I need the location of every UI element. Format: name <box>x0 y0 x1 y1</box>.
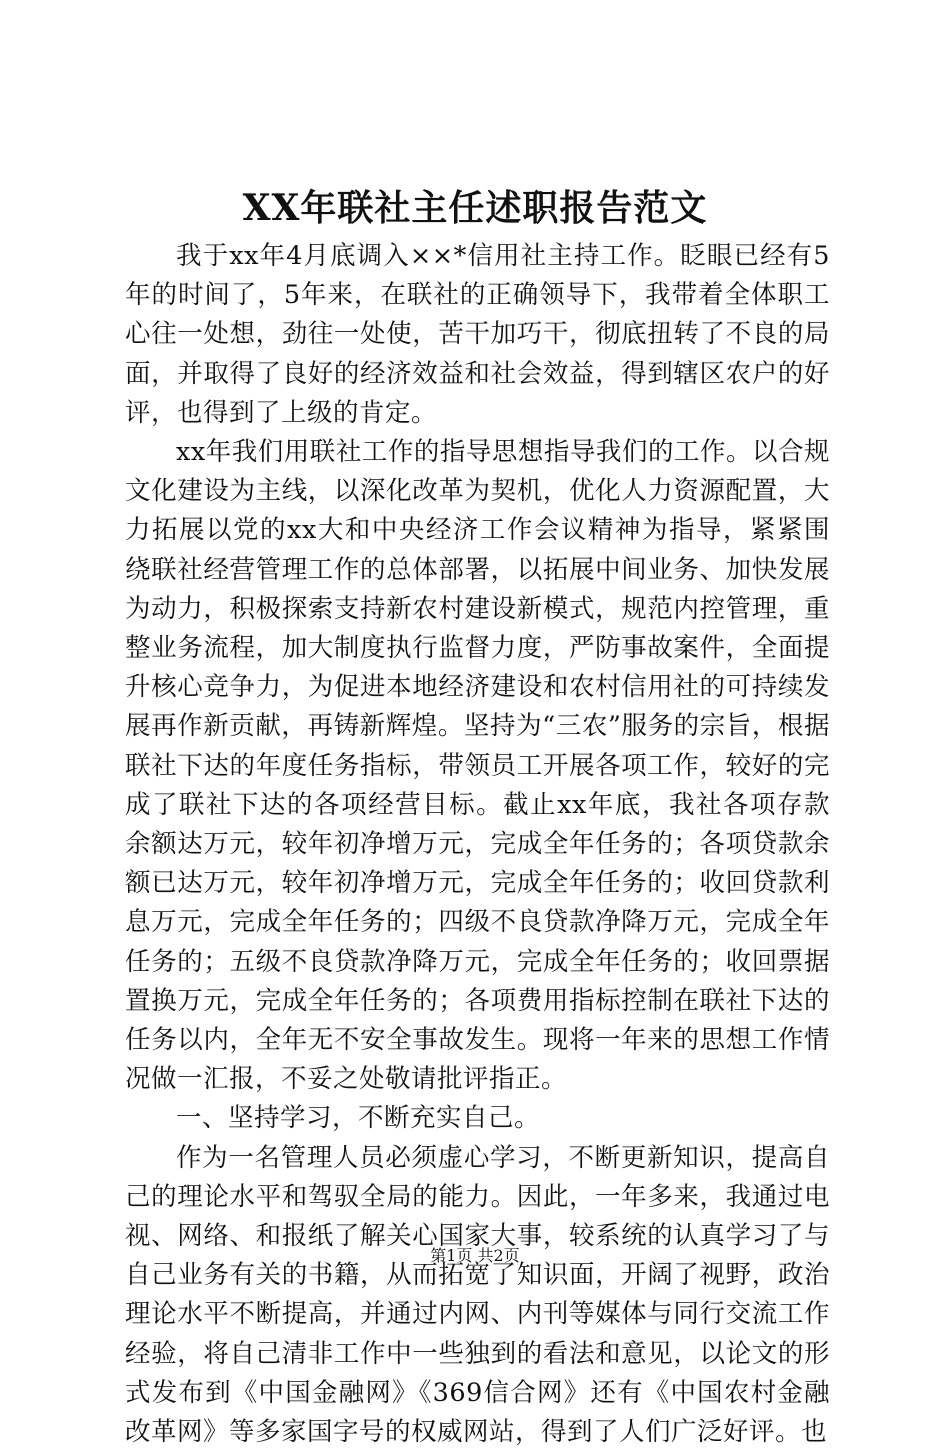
paragraph-study: 作为一名管理人员必须虚心学习，不断更新知识，提高自己的理论水平和驾驭全局的能力。因此，一年多来，我通过电视、网络、和报纸了解关心国家大事，较系统的认真学习了与自己业务有关的书籍，从而拓宽了知识面，开阔了视野，政治理论水平不断提高，并通过内网、内刊等媒体与同行交流工作经验，将自己清非工作中一些独到的看法和意见，以论文的形式发布到《中国金融网》《369信合网》还有《中国农村金融改革网》等多家国字号的权威网站，得到了人们广泛好评。也 <box>125 1142 830 1448</box>
paragraph-work-summary: xx年我们用联社工作的指导思想指导我们的工作。以合规文化建设为主线，以深化改革为契机，优化人力资源配置，大力拓展以党的xx大和中央经济工作会议精神为指导，紧紧围绕联社经营管理工作的总体部署，以拓展中间业务、加快发展为动力，积极探索支持新农村建设新模式，规范内控管理，重整业务流程，加大制度执行监督力度，严防事故案件，全面提升核心竞争力，为促进本地经济建设和农村信用社的可持续发展再作新贡献，再铸新辉煌。坚持为“三农”服务的宗旨，根据联社下达的年度任务指标，带领员工开展各项工作，较好的完成了联社下达的各项经营目标。截止xx年底，我社各项存款余额达万元，较年初净增万元，完成全年任务的；各项贷款余额已达万元，较年初净增万元，完成全年任务的；收回贷款利息万元，完成全年任务的；四级不良贷款净降万元，完成全年任务的；五级不良贷款净降万元，完成全年任务的；收回票据置换万元，完成全年任务的；各项费用指标控制在联社下达的任务以内，全年无不安全事故发生。现将一年来的思想工作情况做一汇报，不妥之处敬请批评指正。 <box>125 437 830 1095</box>
document-title: XX年联社主任述职报告范文 <box>242 187 708 229</box>
page-number-footer: 第1页 共2页 <box>430 1246 520 1265</box>
document-body <box>125 237 830 1452</box>
section-heading-study: 一、坚持学习，不断充实自己。 <box>176 1103 541 1134</box>
paragraph-intro: 我于xx年4月底调入××*信用社主持工作。眨眼已经有5年的时间了，5年来，在联社的正确领导下，我带着全体职工心往一处想，劲往一处使，苦干加巧干，彻底扭转了不良的局面，并取得了良好的经济效益和社会效益，得到辖区农户的好评，也得到了上级的肯定。 <box>125 241 830 428</box>
